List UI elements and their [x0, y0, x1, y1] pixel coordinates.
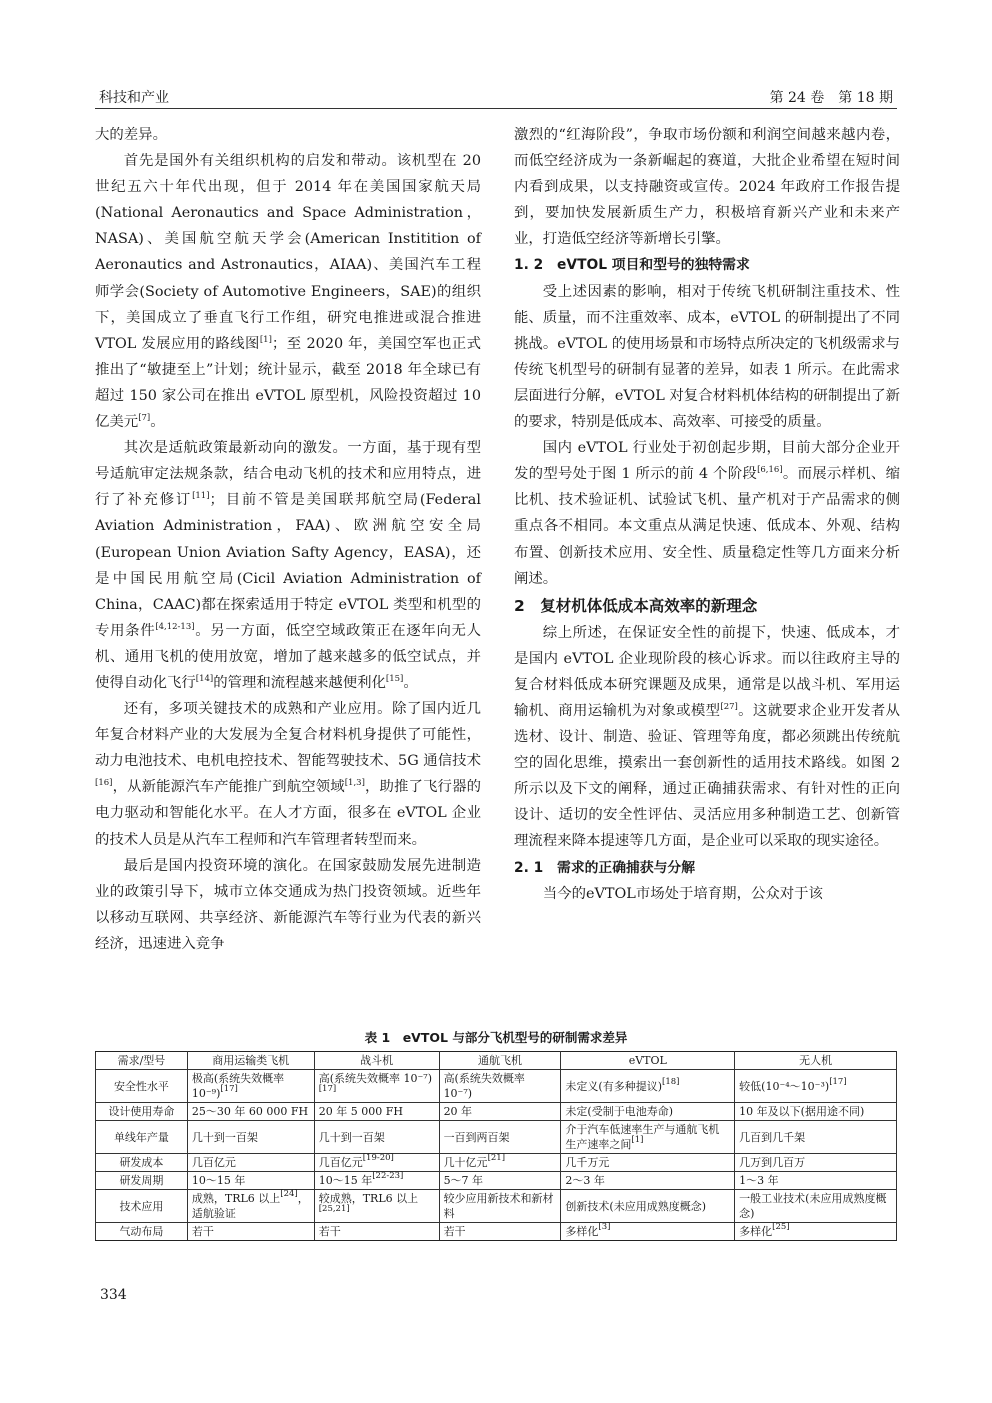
- paragraph-development-stage: 国内 eVTOL 行业处于初创起步期，目前大部分企业开发的型号处于图 1 所示的前 4 个阶段[6,16]。而展示样机、缩比机、技术验证机、试验试飞机、量产机对于产品需求的侧重点各不相同。本文重点从满足快速、低成本、外观、结构布置、创新技术应用、安全性、质量稳定性等几方面来分析阐述。: [514, 440, 900, 587]
- paragraph-low-cost-concept: 综上所述，在保证安全性的前提下，快速、低成本，才是国内 eVTOL 企业现阶段的核心诉求。而以往政府主导的复合材料低成本研究课题及成果，通常是以战斗机、军用运输机、商用运输机为对象或模型[27]。这就要求企业开发者从选材、设计、制造、验证、管理等角度，都必须跳出传统航空的固化思维，摸索出一套创新性的适用技术路线。如图 2 所示以及下文的阐释，通过正确捕获需求、有针对性的正向设计、适切的安全性评估、灵活应用多种制造工艺、创新管理流程来降本提速等几方面，是企业可以采取的现实途径。: [514, 624, 900, 850]
- row-label: 单线年产量: [96, 1121, 188, 1154]
- section-heading-2: 2 复材机体低成本高效率的新理念: [514, 596, 758, 615]
- table-cell: 20 年: [439, 1103, 561, 1121]
- citation: [15]: [385, 673, 404, 684]
- table-cell: 几十到一百架: [314, 1121, 439, 1154]
- citation: [16]: [95, 778, 113, 789]
- paragraph-continued: 激烈的“红海阶段”，争取市场份额和利润空间越来越内卷，而低空经济成为一条新崛起的赛道，大批企业希望在短时间内看到成果，以支持融资或宣传。2024 年政府工作报告提到，要加快发展新质生产力，积极培育新兴产业和未来产业，打造低空经济等新增长引擎。: [514, 127, 900, 248]
- citation: [25]: [772, 1222, 790, 1232]
- table-cell: 未定(受制于电池寿命): [561, 1103, 735, 1121]
- citation: [17]: [829, 1076, 847, 1087]
- table-cell: 高(系统失效概率 10⁻⁷): [439, 1070, 561, 1103]
- citation: [14]: [195, 673, 214, 684]
- page-number: 334: [100, 1287, 127, 1303]
- table-header-cell: 商用运输类飞机: [187, 1052, 314, 1070]
- table-caption: 表 1 eVTOL 与部分飞机型号的研制需求差异: [364, 1030, 628, 1045]
- table-cell: 极高(系统失效概率 10⁻⁹)[17]: [187, 1070, 314, 1103]
- citation: [1,3]: [344, 778, 365, 789]
- table-header-cell: 需求/型号: [96, 1052, 188, 1070]
- citation: [11]: [192, 491, 210, 502]
- paragraph-continued: 大的差异。: [95, 127, 167, 143]
- issue-info: 第 24 卷 第 18 期: [769, 90, 893, 106]
- table-cell: 较少应用新技术和新材料: [439, 1190, 561, 1223]
- citation: [1]: [259, 334, 272, 345]
- table-cell: 若干: [314, 1223, 439, 1241]
- citation: [17]: [220, 1084, 238, 1094]
- table-cell: 5～7 年: [439, 1172, 561, 1190]
- table-header-row: [96, 1052, 897, 1070]
- table-cell: 10～15 年[22-23]: [314, 1172, 439, 1190]
- citation: [22-23]: [372, 1171, 404, 1181]
- table-cell: 10 年及以下(据用途不同): [735, 1103, 897, 1121]
- table-cell: 几百到几千架: [735, 1121, 897, 1154]
- table-cell: 2～3 年: [561, 1172, 735, 1190]
- citation: [25,21]: [318, 1204, 350, 1214]
- table-header-cell: eVTOL: [561, 1052, 735, 1070]
- table-row: [96, 1121, 897, 1154]
- table-cell: 未定义(有多种提议)[18]: [561, 1070, 735, 1103]
- citation: [27]: [720, 701, 738, 712]
- row-label: 研发周期: [96, 1172, 188, 1190]
- table-cell: 成熟，TRL6 以上[24]，适航验证: [187, 1190, 314, 1223]
- citation: [24]: [280, 1189, 298, 1199]
- table-cell: 几百亿元[19-20]: [314, 1154, 439, 1172]
- citation: [19-20]: [362, 1153, 394, 1163]
- paragraph-market: 当今的eVTOL市场处于培育期，公众对于该: [542, 885, 823, 902]
- citation: [3]: [598, 1222, 611, 1232]
- running-header: [95, 86, 897, 109]
- citation: [18]: [662, 1076, 680, 1087]
- table-row: [96, 1223, 897, 1241]
- table-cell: 若干: [439, 1223, 561, 1241]
- table-cell: 介于汽车低速率生产与通航飞机生产速率之间[1]: [561, 1121, 735, 1154]
- row-label: 安全性水平: [96, 1070, 188, 1103]
- table-row: [96, 1070, 897, 1103]
- paragraph-unique-requirements: 受上述因素的影响，相对于传统飞机研制注重技术、性能、质量，而不注重效率、成本，eVTOL 的研制提出了不同挑战。eVTOL 的使用场景和市场特点所决定的飞机级需求与传统飞机型号的研制有显著的差异，如表 1 所示。在此需求层面进行分解，eVTOL 对复合材料机体结构的研制提出了新的要求，特别是低成本、高效率、可接受的质量。: [514, 283, 900, 431]
- table-cell: 一百到两百架: [439, 1121, 561, 1154]
- table-cell: 多样化[25]: [735, 1223, 897, 1241]
- journal-name: 科技和产业: [99, 90, 169, 106]
- section-heading-2-1: 2. 1 需求的正确捕获与分解: [514, 859, 696, 876]
- table-cell: 几十亿元[21]: [439, 1154, 561, 1172]
- table-cell: 几十到一百架: [187, 1121, 314, 1154]
- table-row: [96, 1172, 897, 1190]
- table-cell: 一般工业技术(未应用成熟度概念): [735, 1190, 897, 1223]
- table-cell: 几万到几百万: [735, 1154, 897, 1172]
- table-row: [96, 1190, 897, 1223]
- citation: [4,12-13]: [155, 621, 195, 632]
- table-cell: 1～3 年: [735, 1172, 897, 1190]
- citation: [6,16]: [757, 465, 783, 476]
- table-cell: 多样化[3]: [561, 1223, 735, 1241]
- row-label: 技术应用: [96, 1190, 188, 1223]
- table-cell: 25～30 年 60 000 FH: [187, 1103, 314, 1121]
- table-cell: 几千万元: [561, 1154, 735, 1172]
- table-cell: 10～15 年: [187, 1172, 314, 1190]
- right-column: [514, 122, 900, 907]
- table-cell: 较低(10⁻⁴～10⁻³)[17]: [735, 1070, 897, 1103]
- table-cell: 若干: [187, 1223, 314, 1241]
- table-cell: 创新技术(未应用成熟度概念): [561, 1190, 735, 1223]
- section-heading-1-2: 1. 2 eVTOL 项目和型号的独特需求: [514, 257, 750, 274]
- table-header-cell: 无人机: [735, 1052, 897, 1070]
- row-label: 研发成本: [96, 1154, 188, 1172]
- citation: [1]: [631, 1135, 644, 1145]
- paragraph-investment: 最后是国内投资环境的演化。在国家鼓励发展先进制造业的政策引导下，城市立体交通成为热门投资领域。近些年以移动互联网、共享经济、新能源汽车等行业为代表的新兴经济，迅速进入竞争: [95, 857, 481, 952]
- table-cell: 几百亿元: [187, 1154, 314, 1172]
- requirements-table: [95, 1051, 897, 1241]
- table-header-cell: 通航飞机: [439, 1052, 561, 1070]
- paragraph-foreign-influence: 首先是国外有关组织机构的启发和带动。该机型在 20 世纪五六十年代出现，但于 2014 年在美国国家航天局(National Aeronautics and Space Administration，NASA)、美国航空航天学会(American Institition of Aeronautics and Astronautics，AIAA)、美国汽车工程师学会(Society of Automotive Engineers，SAE)的组织下，美国成立了垂直飞行工作组，研究电推进或混合推进 VTOL 发展应用的路线图[1]；至 2020 年，美国空军也正式推出了“敏捷至上”计划；统计显示，截至 2018 年全球已有超过 150 家公司在推出 eVTOL 原型机，风险投资超过 10 亿美元[7]。: [95, 153, 482, 431]
- citation: [17]: [318, 1084, 337, 1094]
- table-header-cell: 战斗机: [314, 1052, 439, 1070]
- paragraph-airworthiness-policy: 其次是适航政策最新动向的激发。一方面，基于现有型号适航审定法规条款，结合电动飞机的技术和应用特点，进行了补充修订[11]；目前不管是美国联邦航空局(Federal Aviation Administration，FAA)、欧洲航空安全局(European Union Aviation Safty Agency，EASA)，还是中国民用航空局(Cicil Aviation Administration of China，CAAC)都在探索适用于特定 eVTOL 类型和机型的专用条件[4,12-13]。另一方面，低空空域政策正在逐年向无人机、通用飞机的使用放宽，增加了越来越多的低空试点，并使得自动化飞行[14]的管理和流程越来越便利化[15]。: [95, 440, 481, 691]
- table-row: [96, 1154, 897, 1172]
- citation: [21]: [487, 1153, 506, 1163]
- citation: [7]: [138, 413, 151, 424]
- table-cell: 20 年 5 000 FH: [314, 1103, 439, 1121]
- table-cell: 高(系统失效概率 10⁻⁷)[17]: [314, 1070, 439, 1103]
- table-row: [96, 1103, 897, 1121]
- row-label: 气动布局: [96, 1223, 188, 1241]
- row-label: 设计使用寿命: [96, 1103, 188, 1121]
- left-column: [95, 122, 481, 957]
- paragraph-key-technologies: 还有，多项关键技术的成熟和产业应用。除了国内近几年复合材料产业的大发展为全复合材料机身提供了可能性，动力电池技术、电机电控技术、智能驾驶技术、5G 通信技术[16]，从新能源汽车产能推广到航空领域[1,3]，助推了飞行器的电力驱动和智能化水平。在人才方面，很多在 eVTOL 企业的技术人员是从汽车工程师和汽车管理者转型而来。: [95, 701, 481, 848]
- table-cell: 较成熟，TRL6 以上[25,21]: [314, 1190, 439, 1223]
